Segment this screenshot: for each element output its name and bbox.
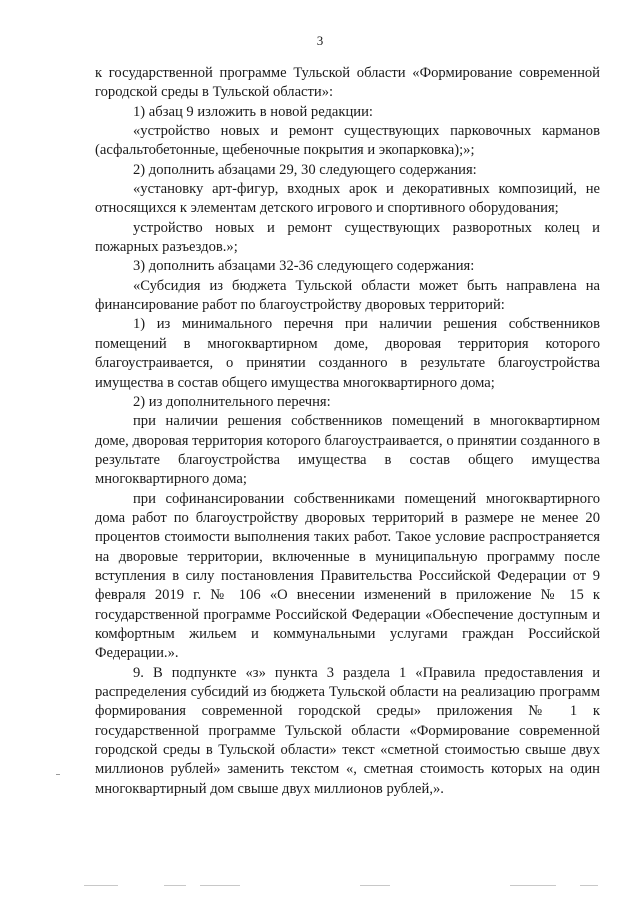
paragraph-additional-list: 2) из дополнительного перечня:	[133, 393, 331, 410]
document-body	[95, 64, 600, 799]
paragraph-owners-decision: при наличии решения собственников помещений в многоквартирном доме, дворовая территория которого благоустраивается, о принятии созданного в результате благоустройства имущества в состав общего имущества многоквартирного дома;	[95, 413, 600, 488]
page-number: 3	[316, 33, 324, 48]
paragraph-item-2: 2) дополнить абзацами 29, 30 следующего содержания:	[133, 161, 477, 178]
paragraph-cofinancing: при софинансировании собственниками помещений многоквартирного дома работ по благоустройству дворовых территорий в размере не менее 20 процентов стоимости выполнения таких работ. Такое условие распространяется на дворовые территории, включенные в муниципальную программу после вступления в силу постановления Правительства Российской Федерации от 9 февраля 2019 г. № 106 «О внесении изменений в приложение № 15 к государственной программе Российской Федерации «Обеспечение доступным и комфортным жильем и коммунальными услугами граждан Российской Федерации.».	[95, 490, 600, 662]
paragraph-quote-subsidy: «Субсидия из бюджета Тульской области может быть направлена на финансирование работ по благоустройству дворовых территорий:	[95, 277, 600, 314]
paragraph-item-3: 3) дополнить абзацами 32-36 следующего содержания:	[133, 258, 475, 275]
paragraph-quote-turning-rings: устройство новых и ремонт существующих разворотных колец и пожарных разъездов.»;	[95, 219, 600, 256]
paragraph-minimal-list: 1) из минимального перечня при наличии решения собственников помещений в многоквартирном доме, дворовая территория которого благоустраивается, о принятии созданного в результате благоустройства имущества в состав общего имущества многоквартирного дома;	[95, 316, 600, 391]
paragraph-quote-art-figures: «установку арт-фигур, входных арок и декоративных композиций, не относящихся к элементам детского игрового и спортивного оборудования;	[95, 181, 600, 217]
paragraph-item-9: 9. В подпункте «з» пункта 3 раздела 1 «Правила предоставления и распределения субсидий из бюджета Тульской области на реализацию программ формирования современной городской среды» приложения № 1 к государственной программе Тульской области «Формирование современной городской среды в Тульской области» текст «сметной стоимостью свыше двух миллионов рублей» заменить текстом «, сметная стоимость которых на один многоквартирный дом свыше двух миллионов рублей,».	[95, 664, 600, 797]
paragraph-continuation: к государственной программе Тульской области «Формирование современной городской среды в Тульской области»:	[95, 65, 600, 101]
scan-footer-marks	[60, 885, 600, 889]
scan-margin-mark	[56, 774, 60, 775]
paragraph-item-1: 1) абзац 9 изложить в новой редакции:	[133, 103, 373, 120]
paragraph-quote-parking: «устройство новых и ремонт существующих парковочных карманов (асфальтобетонные, щебеночные покрытия и экопарковка);»;	[95, 123, 600, 159]
